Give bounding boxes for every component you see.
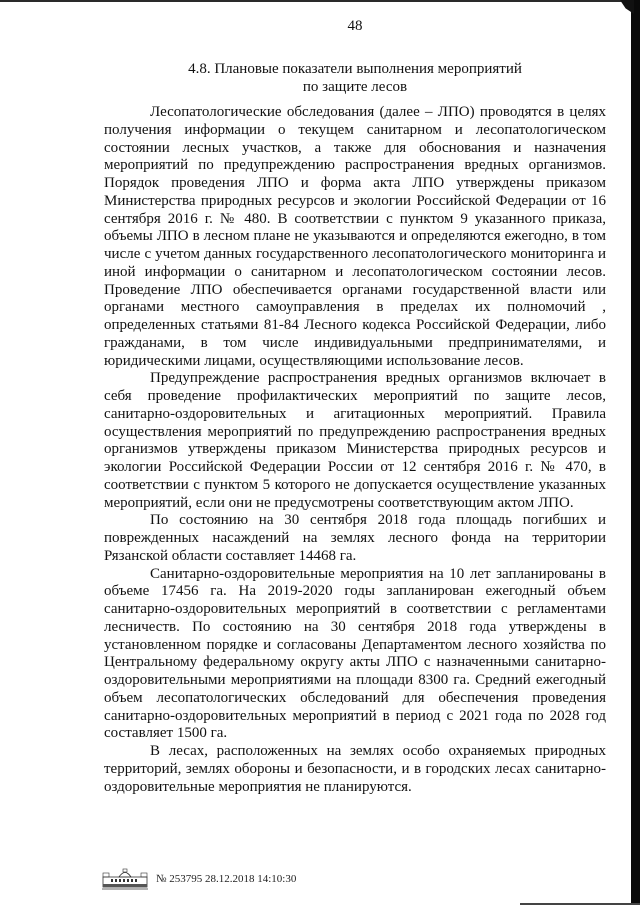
document-body <box>104 104 606 796</box>
page-number: 48 <box>347 18 363 34</box>
paragraph-lpo-surveys: Лесопатологические обследования (далее – ЛПО) проводятся в целях получения информации о текущем санитарном и лесопатологическом состоянии лесных участков, а также для обоснования и назначения мероприятий по предупреждению распространения вредных организмов. Порядок проведения ЛПО и форма акта ЛПО утверждены приказом Министерства природных ресурсов и экологии Российской Федерации от 16 сентября 2016 г. № 480. В соответствии с пунктом 9 указанного приказа, объемы ЛПО в лесном плане не указываются и определяются ежегодно, в том числе с учетом данных государственного лесопатологического мониторинга и иной информации о санитарном и лесопатологическом состоянии лесов. Проведение ЛПО обеспечивается органами государственной власти или органами местного самоуправления в пределах их полномочий , определенных статьями 81-84 Лесного кодекса Российской Федерации, либо гражданами, в том числе индивидуальными предпринимателями, и юридическими лицами, осуществляющими использование лесов. <box>104 104 606 369</box>
scan-border-top <box>0 0 640 2</box>
document-stamp: № 253795 28.12.2018 14:10:30 <box>156 873 297 885</box>
paragraph-damaged-stands: По состоянию на 30 сентября 2018 года площадь погибших и поврежденных насаждений на землях лесного фонда на территории Рязанской области составляет 14468 га. <box>104 512 606 564</box>
paragraph-pest-prevention: Предупреждение распространения вредных организмов включает в себя проведение профилактических мероприятий по защите лесов, санитарно-оздоровительных и агитационных мероприятий. Правила осуществления мероприятий по предупреждению распространения вредных организмов утверждены приказом Министерства природных ресурсов и экологии Российской Федерации России от 12 сентября 2016 г. № 470, в соответствии с пунктом 5 которого не допускается осуществление указанных мероприятий, если они не предусмотрены соответствующим актом ЛПО. <box>104 370 606 511</box>
government-building-icon <box>102 868 148 890</box>
scan-border-right <box>631 0 640 905</box>
section-heading-line-2: по защите лесов <box>302 79 408 95</box>
paragraph-sanitary-measures: Санитарно-оздоровительные мероприятия на 10 лет запланированы в объеме 17456 га. На 2019-2020 годы запланирован ежегодный объем санитарно-оздоровительных мероприятий в соответствии с регламентами лесничеств. По состоянию на 30 сентября 2018 года утверждены в установленном порядке и согласованы Департаментом лесного хозяйства по Центральному федеральному округу акты ЛПО с назначенными санитарно-оздоровительными мероприятиями на площади 8300 га. Средний ежегодный объем лесопатологических обследований для обеспечения проведения санитарно-оздоровительных мероприятий в период с 2021 года по 2028 год составляет 1500 га. <box>104 565 606 742</box>
section-heading <box>0 60 640 96</box>
scan-corner-artifact <box>620 0 634 14</box>
paragraph-protected-areas: В лесах, расположенных на землях особо охраняемых природных территорий, землях обороны и безопасности, и в городских лесах санитарно-оздоровительные мероприятия не планируются. <box>104 743 606 795</box>
section-heading-line-1: 4.8. Плановые показатели выполнения мероприятий <box>188 61 522 77</box>
document-footer <box>102 868 296 890</box>
